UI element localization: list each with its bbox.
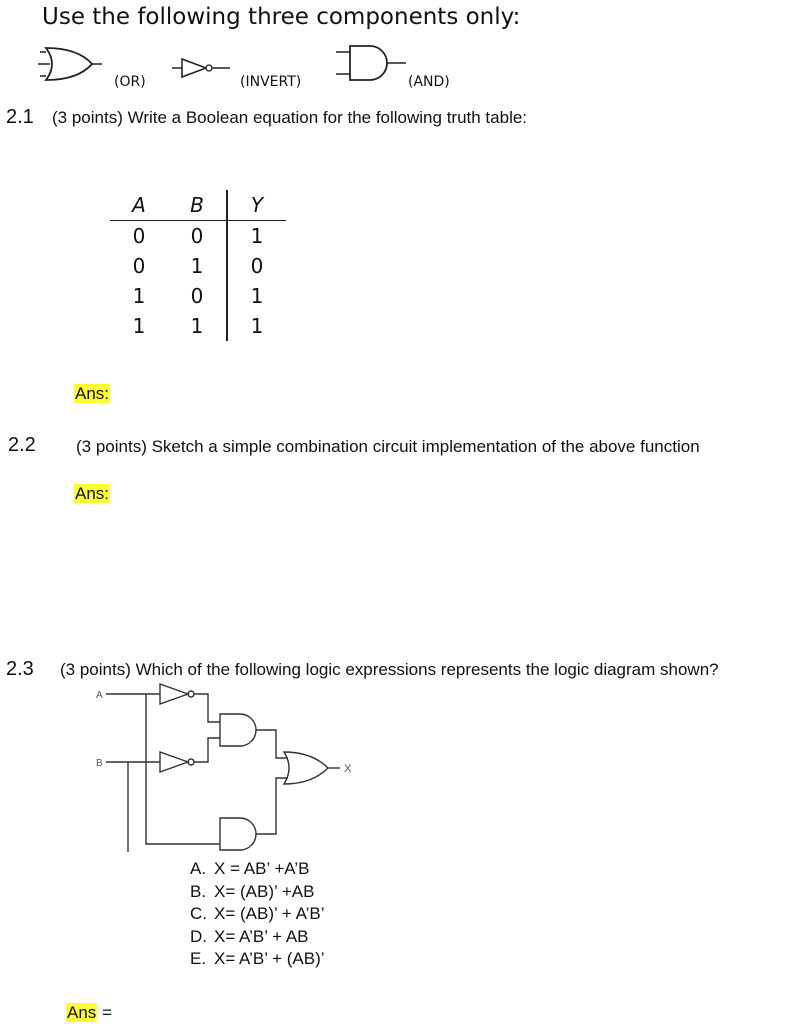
question-text-2-3: (3 points) Which of the following logic expressions represents the logic diagram shown? <box>60 660 719 679</box>
cell-a: 0 <box>132 224 146 248</box>
option-d[interactable]: D. X= A’B’ + AB <box>190 926 309 946</box>
logic-diagram <box>88 682 368 852</box>
question-number-2-3: 2.3 <box>6 658 34 680</box>
input-b-label: B <box>96 758 103 769</box>
table-row <box>110 221 286 252</box>
cell-a: 0 <box>132 254 146 278</box>
answer-equals: = <box>102 1003 112 1022</box>
answer-highlight: Ans: <box>75 484 110 503</box>
truth-table <box>110 190 286 341</box>
cell-b: 1 <box>190 254 204 278</box>
answer-label-2-1 <box>74 384 110 404</box>
truth-table-header-row <box>110 190 286 221</box>
cell-y: 1 <box>227 311 286 341</box>
table-row <box>110 311 286 341</box>
and-gate-1 <box>220 714 256 746</box>
answer-label-2-2 <box>74 484 110 504</box>
question-text-2-2: (3 points) Sketch a simple combination circuit implementation of the above function <box>76 437 700 456</box>
table-row <box>110 281 286 311</box>
header-a: A <box>110 190 168 221</box>
input-a-label: A <box>96 690 103 701</box>
and-gate-2 <box>220 818 256 850</box>
and-gate-label: (AND) <box>408 74 450 90</box>
cell-b: 1 <box>190 314 204 338</box>
inverter-icon <box>172 56 234 80</box>
cell-b: 0 <box>190 284 204 308</box>
inverter-label: (INVERT) <box>240 74 302 90</box>
question-number-2-1: 2.1 <box>6 106 34 128</box>
cell-y: 1 <box>227 221 286 252</box>
question-number-2-2: 2.2 <box>8 434 36 456</box>
or-gate-label: (OR) <box>114 74 146 90</box>
option-c[interactable]: C. X= (AB)’ + A’B’ <box>190 904 325 923</box>
answer-highlight: Ans <box>67 1003 97 1022</box>
option-e[interactable]: E. X= A’B’ + (AB)’ <box>190 949 325 968</box>
answer-options <box>190 858 325 971</box>
page-title: Use the following three components only: <box>42 4 521 30</box>
cell-b: 0 <box>190 224 204 248</box>
option-a[interactable]: A. X = AB’ +A’B <box>190 859 310 878</box>
cell-y: 1 <box>227 281 286 311</box>
option-b[interactable]: B. X= (AB)’ +AB <box>190 881 315 901</box>
cell-y: 0 <box>227 251 286 281</box>
inverter-b <box>160 752 188 772</box>
or-gate-icon <box>36 44 106 84</box>
cell-a: 1 <box>132 314 146 338</box>
or-gate <box>284 752 328 784</box>
question-text-2-1: (3 points) Write a Boolean equation for the following truth table: <box>52 108 528 127</box>
header-y: Y <box>227 190 286 221</box>
and-gate-icon <box>336 42 408 84</box>
cell-a: 1 <box>132 284 146 308</box>
inverter-a <box>160 684 188 704</box>
table-row <box>110 251 286 281</box>
answer-label-2-3 <box>66 1003 112 1023</box>
output-x-label: X <box>344 763 352 775</box>
answer-highlight: Ans: <box>75 384 110 403</box>
header-b: B <box>168 190 227 221</box>
